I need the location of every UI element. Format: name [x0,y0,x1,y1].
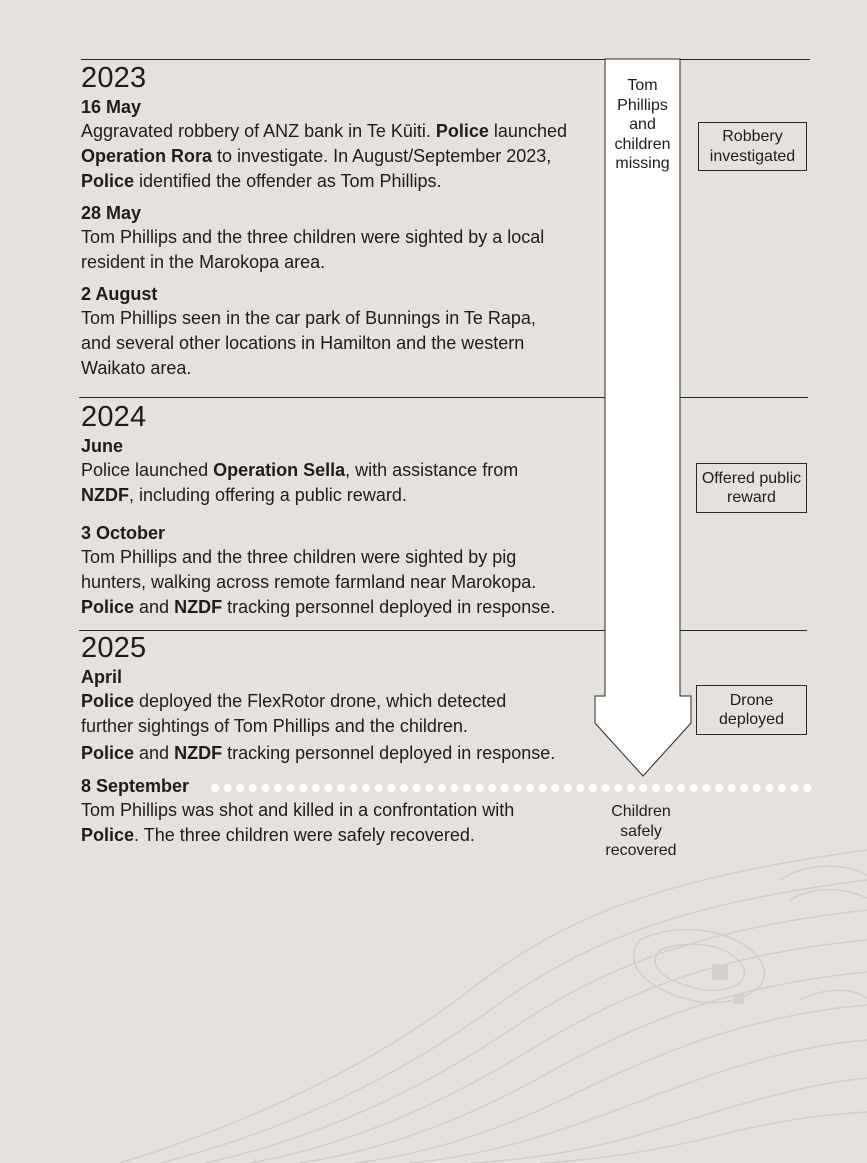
event-text-3-october [81,545,576,620]
event-text-april [81,689,536,739]
text-run: Tom Phillips was shot and killed in a confrontation with [81,800,515,820]
event-text-june [81,458,551,508]
divider-dot [702,784,710,792]
text-run: to investigate. In August/September 2023, [212,146,552,166]
side-box-drone-deployed [696,685,807,735]
bold-term: NZDF [81,485,129,505]
divider-dot [400,784,408,792]
divider-dot [589,784,597,792]
bold-term: Operation Sella [213,460,346,480]
text-run: and [134,743,175,763]
year-heading-2024: 2024 [81,401,147,433]
divider-dot [299,784,307,792]
divider-dot [576,784,584,792]
arrow-label-missing: Tom Phillips and children missing [614,77,671,172]
event-text-8-september [81,798,536,848]
text-run: Aggravated robbery of ANZ bank in Te Kūiti. [81,121,436,141]
divider-dot [765,784,773,792]
text-run: identified the offender as Tom Phillips. [134,171,442,191]
divider-dot [690,784,698,792]
divider-dot [236,784,244,792]
divider-dot [803,784,811,792]
text-run: deployed the FlexRotor drone, which detected further sightings of Tom Phillips and the children. [81,691,507,736]
event-text-28-may [81,225,571,275]
event-date-8-september: 8 September [81,776,190,796]
divider-dot [324,784,332,792]
text-run: tracking personnel deployed in response. [222,597,556,617]
event-date-june: June [81,436,124,456]
event-text-april-response [81,741,586,766]
rule-2025 [79,630,807,631]
divider-dot [753,784,761,792]
dotted-divider [210,783,814,793]
text-run: Tom Phillips seen in the car park of Bunnings in Te Rapa, and several other locations in Hamilton and the western Waikato area. [81,308,536,378]
divider-dot [602,784,610,792]
divider-dot [375,784,383,792]
divider-dot [476,784,484,792]
text-run: Tom Phillips and the three children were sighted by pig hunters, walking across remote farmland near Marokopa. [81,547,537,592]
divider-dot [450,784,458,792]
divider-dot [513,784,521,792]
bold-term: Police [81,743,135,763]
divider-dot [501,784,509,792]
event-date-2-august: 2 August [81,284,158,304]
divider-dot [728,784,736,792]
year-heading-2025: 2025 [81,632,147,664]
divider-dot [224,784,232,792]
divider-dot [249,784,257,792]
divider-dot [274,784,282,792]
text-run: Police launched [81,460,214,480]
children-recovered-label: Children safely recovered [605,803,677,859]
divider-dot [287,784,295,792]
side-box-robbery-investigated [698,122,807,171]
side-box-reward-text: Offered public reward [701,469,802,506]
event-text-2-august [81,306,556,381]
event-date-28-may: 28 May [81,203,142,223]
divider-dot [362,784,370,792]
divider-dot [463,784,471,792]
divider-dot [639,784,647,792]
text-run: . The three children were safely recovered. [134,825,475,845]
text-run: , including offering a public reward. [129,485,407,505]
divider-dot [614,784,622,792]
bold-term: Police [81,171,135,191]
divider-dot [211,784,219,792]
divider-dot [652,784,660,792]
divider-dot [425,784,433,792]
divider-dot [350,784,358,792]
event-date-april: April [81,667,123,687]
divider-dot [488,784,496,792]
text-run: tracking personnel deployed in response. [222,743,556,763]
bold-term: NZDF [174,743,223,763]
divider-dot [778,784,786,792]
divider-dot [740,784,748,792]
divider-dot [387,784,395,792]
bold-term: NZDF [174,597,223,617]
bold-term: Police [81,691,135,711]
divider-dot [539,784,547,792]
divider-dot [627,784,635,792]
divider-dot [665,784,673,792]
side-box-robbery-text: Robbery investigated [709,128,796,165]
bold-term: Operation Rora [81,146,213,166]
text-run: and [134,597,175,617]
divider-dot [438,784,446,792]
divider-dot [261,784,269,792]
bold-term: Police [81,597,135,617]
event-text-16-may [81,119,586,194]
side-box-offered-reward [696,463,807,513]
divider-dot [413,784,421,792]
bold-term: Police [81,825,135,845]
divider-dot [312,784,320,792]
divider-dot [526,784,534,792]
divider-dot [677,784,685,792]
event-date-3-october: 3 October [81,523,166,543]
event-date-16-may: 16 May [81,97,142,117]
divider-dot [551,784,559,792]
text-run: , with assistance from [345,460,519,480]
divider-dot [791,784,799,792]
text-run: launched [488,121,567,141]
divider-dot [337,784,345,792]
side-box-drone-text: Drone deployed [719,691,784,728]
rule-2024 [79,397,808,398]
divider-dot [715,784,723,792]
bold-term: Police [435,121,489,141]
divider-dot [564,784,572,792]
text-run: Tom Phillips and the three children were sighted by a local resident in the Marokopa area. [81,227,545,272]
year-heading-2023: 2023 [81,62,147,94]
rule-2023 [81,59,810,60]
